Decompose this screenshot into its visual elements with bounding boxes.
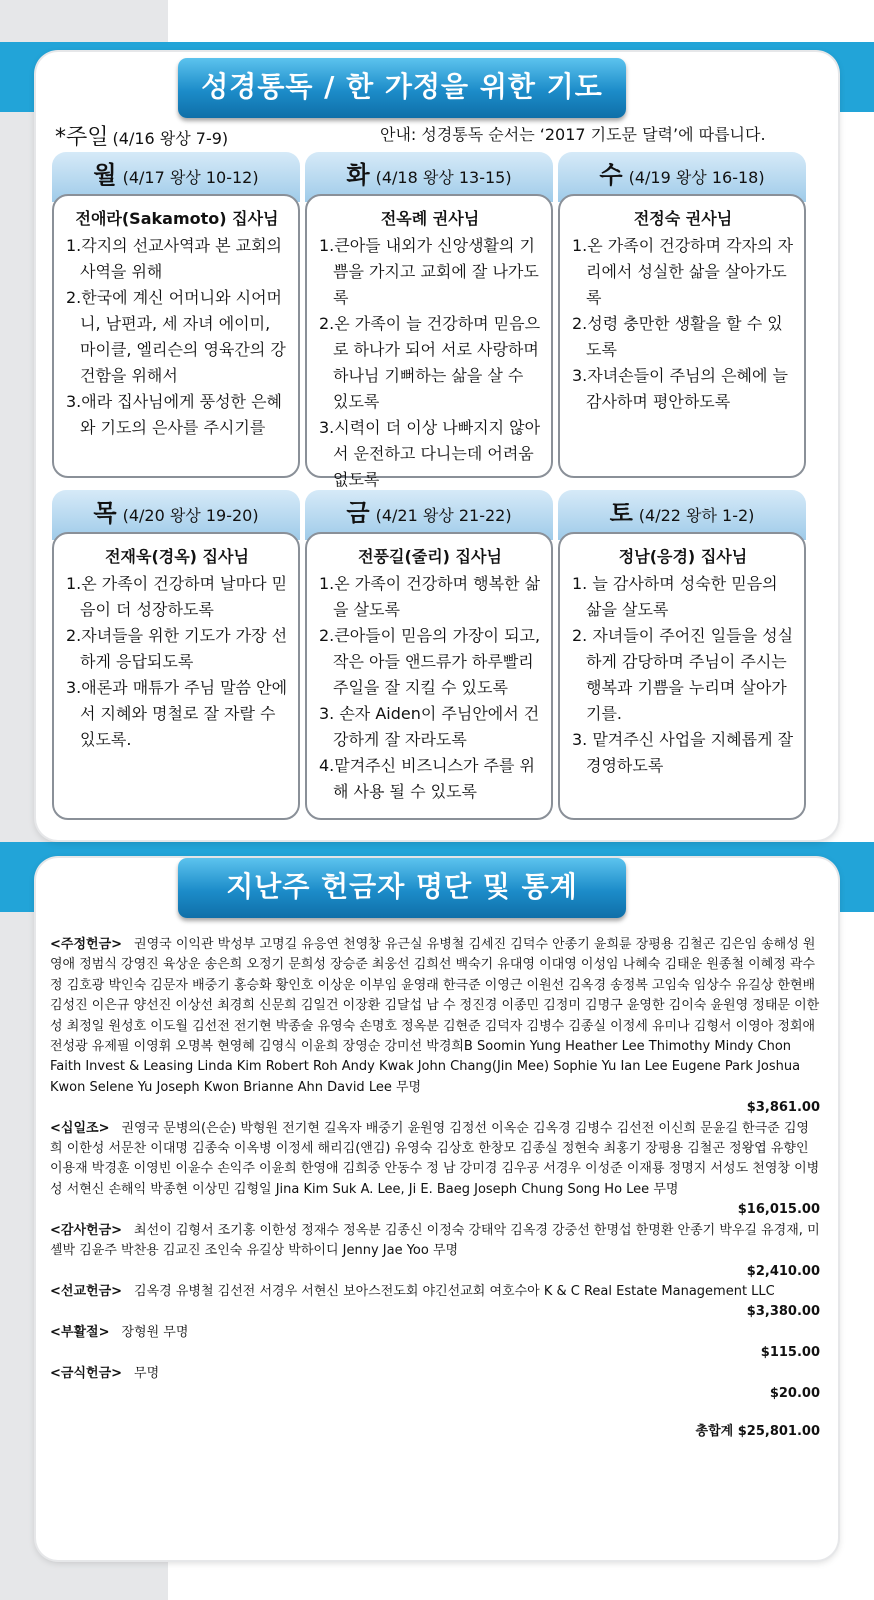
donor-names: 김옥경 유병철 김선전 서경우 서현신 보아스전도회 야긴선교회 여호수아 K & C Real Estate Management LLC bbox=[134, 1283, 775, 1299]
prayer-person: 전옥례 권사님 bbox=[380, 209, 480, 228]
category-amount: $115.00 bbox=[760, 1345, 820, 1361]
day-ref: (4/21 왕상 21-22) bbox=[375, 506, 512, 525]
category-label: <선교헌금> bbox=[50, 1283, 123, 1299]
donor-names: 최선이 김형서 조기홍 이한성 정재수 정옥분 김종신 이정숙 강태악 김옥경 강중선 한명섭 한명환 안종기 박우길 유경재, 미셸박 김윤주 박찬용 김교진 조인숙 유길상 박하이디 Jenny Jae Yoo 무명 bbox=[50, 1222, 820, 1259]
prayer-item: 2. 자녀들이 주어진 일들을 성실하게 감당하며 주님이 주시는 행복과 기쁨을 누리며 살아가기를. bbox=[572, 626, 794, 723]
day-ref: (4/19 왕상 16-18) bbox=[628, 168, 765, 187]
prayer-item: 3.자녀손들이 주님의 은혜에 늘 감사하며 평안하도록 bbox=[572, 366, 788, 411]
offering-banner: 지난주 헌금자 명단 및 통계 bbox=[178, 858, 626, 918]
prayer-item: 1.큰아들 내외가 신앙생활의 기쁨을 가지고 교회에 잘 나가도록 bbox=[319, 236, 539, 307]
prayer-item: 1.온 가족이 건강하며 각자의 자리에서 성실한 삶을 살아가도록 bbox=[572, 236, 794, 307]
offering-category bbox=[50, 1221, 820, 1282]
offering-list bbox=[50, 935, 820, 1443]
prayer-item: 1. 늘 감사하며 성숙한 믿음의 삶을 살도록 bbox=[572, 574, 778, 619]
prayer-person: 전애라(Sakamoto) 집사님 bbox=[75, 209, 279, 228]
day-name: 화 bbox=[346, 161, 370, 189]
day-name: 토 bbox=[609, 499, 633, 527]
day-card-sat bbox=[558, 490, 806, 820]
prayer-item: 3.시력이 더 이상 나빠지지 않아서 운전하고 다니는데 어려움 없도록 bbox=[319, 418, 541, 489]
category-amount: $3,380.00 bbox=[746, 1304, 820, 1320]
prayer-item: 1.각지의 선교사역과 본 교회의 사역을 위해 bbox=[66, 236, 282, 281]
prayer-item: 2.온 가족이 늘 건강하며 믿음으로 하나가 되어 서로 사랑하며 하나님 기뻐하는 삶을 살 수 있도록 bbox=[319, 314, 541, 411]
offering-category bbox=[50, 1119, 820, 1221]
donor-names: 권영국 이익관 박성부 고명길 유응연 천영창 유근실 유병철 김세진 김덕수 안종기 윤희륜 장평용 김철곤 김은임 송해성 원영애 정범식 강영진 육상운 송은희 오정기 문희성 장승준 최웅선 김희선 백숙기 유대영 이대영 이성임 나혜숙 김태운 원종철 이혜정 곽수정 김호광 박인숙 김문자 배중기 홍승화 황인호 이상운 이부임 윤영래 한극준 이영근 이원선 김옥경 송정복 고임숙 임상수 유길상 한현배 김성진 이은규 양선진 이상선 최경희 신문희 김일건 이장환 김달섭 남 수 정진경 이종민 김정미 김명구 윤영한 김이숙 윤원영 정태문 이한성 최정일 원성호 이도월 김선전 전기현 박종술 유영숙 손명호 정옥분 김현준 김덕자 김병수 김종실 이정세 유미나 김형서 이영아 정회애 전성광 유제필 이영휘 오명복 현영혜 김영식 이윤희 장영순 강미선 박경희B Soomin Yung Heather Lee Thimothy Mindy Chon Faith Invest & Leasing Linda Kim Robert Roh Andy Kwak John Chang(Jin Mee) Sophie Yu Ian Lee Eugene Park Joshua Kwon Selene Yu Joseph Kwon Brianne Ahn David Lee 무명 bbox=[50, 937, 820, 1095]
day-card-wed bbox=[558, 152, 806, 478]
day-ref: (4/20 왕상 19-20) bbox=[122, 506, 259, 525]
category-label: <주정헌금> bbox=[50, 937, 123, 952]
prayer-item: 2.자녀들을 위한 기도가 가장 선하게 응답되도록 bbox=[66, 626, 288, 671]
day-name: 수 bbox=[599, 161, 623, 189]
reading-notice: 안내: 성경통독 순서는 ‘2017 기도문 달력’에 따릅니다. bbox=[380, 125, 766, 144]
prayer-item: 2.큰아들이 믿음의 가장이 되고, 작은 아들 앤드류가 하루빨리 주일을 잘 지킬 수 있도록 bbox=[319, 626, 541, 697]
day-name: 월 bbox=[93, 161, 117, 189]
prayer-box bbox=[558, 194, 806, 478]
prayer-box bbox=[305, 194, 553, 489]
day-card-mon bbox=[52, 152, 300, 478]
category-label: <십일조> bbox=[50, 1120, 110, 1136]
offering-category bbox=[50, 1364, 820, 1405]
prayer-person: 전재욱(경옥) 집사님 bbox=[105, 547, 249, 566]
prayer-item: 1.온 가족이 건강하며 행복한 삶을 살도록 bbox=[319, 574, 541, 619]
sunday-label: *주일 bbox=[55, 125, 109, 150]
sunday-ref: (4/16 왕상 7-9) bbox=[112, 129, 229, 148]
category-label: <감사헌금> bbox=[50, 1222, 123, 1238]
category-amount: $2,410.00 bbox=[746, 1263, 820, 1279]
prayer-item: 3. 손자 Aiden이 주님안에서 건강하게 잘 자라도록 bbox=[319, 704, 540, 749]
prayer-box bbox=[558, 532, 806, 820]
offering-category bbox=[50, 1282, 820, 1323]
day-card-thu bbox=[52, 490, 300, 820]
day-ref: (4/18 왕상 13-15) bbox=[375, 168, 512, 187]
day-card-fri bbox=[305, 490, 553, 820]
sunday-reading bbox=[55, 120, 228, 151]
category-label: <부활절> bbox=[50, 1324, 110, 1340]
prayer-person: 전풍길(줄리) 집사님 bbox=[358, 547, 502, 566]
category-amount: $3,861.00 bbox=[746, 1100, 820, 1116]
prayer-item: 2.한국에 계신 어머니와 시어머니, 남편과, 세 자녀 에이미, 마이클, 엘리슨의 영육간의 강건함을 위해서 bbox=[66, 288, 286, 385]
prayer-item: 3.애론과 매튜가 주님 말씀 안에서 지혜와 명철로 잘 자랄 수 있도록. bbox=[66, 678, 288, 749]
category-amount: $20.00 bbox=[769, 1385, 820, 1401]
prayer-banner: 성경통독 / 한 가정을 위한 기도 bbox=[178, 58, 626, 118]
prayer-person: 전정숙 권사님 bbox=[633, 209, 733, 228]
category-amount: $16,015.00 bbox=[737, 1202, 820, 1218]
day-name: 목 bbox=[93, 499, 117, 527]
prayer-item: 3. 맡겨주신 사업을 지혜롭게 잘 경영하도록 bbox=[572, 730, 794, 775]
prayer-box bbox=[305, 532, 553, 820]
offering-category bbox=[50, 1323, 820, 1364]
day-name: 금 bbox=[346, 499, 370, 527]
prayer-box bbox=[52, 194, 300, 478]
day-card-tue bbox=[305, 152, 553, 489]
offering-category bbox=[50, 935, 820, 1119]
prayer-item: 1.온 가족이 건강하며 날마다 믿음이 더 성장하도록 bbox=[66, 574, 288, 619]
category-label: <금식헌금> bbox=[50, 1365, 123, 1381]
grand-total: 총합계 $25,801.00 bbox=[695, 1424, 820, 1440]
donor-names: 권영국 문병의(은순) 박형원 전기현 길옥자 배중기 윤원영 김정선 이옥순 김옥경 김병수 김선전 이신희 문윤길 한극준 김영희 이한성 서문찬 이대명 김종숙 이옥병 이정세 해리김(앤김) 유영숙 김상호 한창모 김종실 정현숙 최홍기 장평용 김철곤 정왕엽 유향인 이용재 박경훈 이영빈 이윤수 손익주 이윤희 한영애 김희중 안동수 정 남 강미경 김우공 서경우 이성준 이재룡 정명지 서성도 천영창 이병성 서현신 손해익 박종현 이상민 김형일 Jina Kim Suk A. Lee, Ji E. Baeg Joseph Chung Song Ho Lee 무명 bbox=[50, 1120, 820, 1197]
prayer-box bbox=[52, 532, 300, 820]
donor-names: 무명 bbox=[134, 1365, 160, 1381]
prayer-person: 정남(응경) 집사님 bbox=[618, 547, 748, 566]
day-ref: (4/22 왕하 1-2) bbox=[638, 506, 755, 525]
day-ref: (4/17 왕상 10-12) bbox=[122, 168, 259, 187]
prayer-item: 2.성령 충만한 생활을 할 수 있도록 bbox=[572, 314, 783, 359]
prayer-item: 3.애라 집사님에게 풍성한 은혜와 기도의 은사를 주시기를 bbox=[66, 392, 282, 437]
prayer-item: 4.맡겨주신 비즈니스가 주를 위해 사용 될 수 있도록 bbox=[319, 756, 535, 801]
donor-names: 장형원 무명 bbox=[121, 1324, 189, 1340]
